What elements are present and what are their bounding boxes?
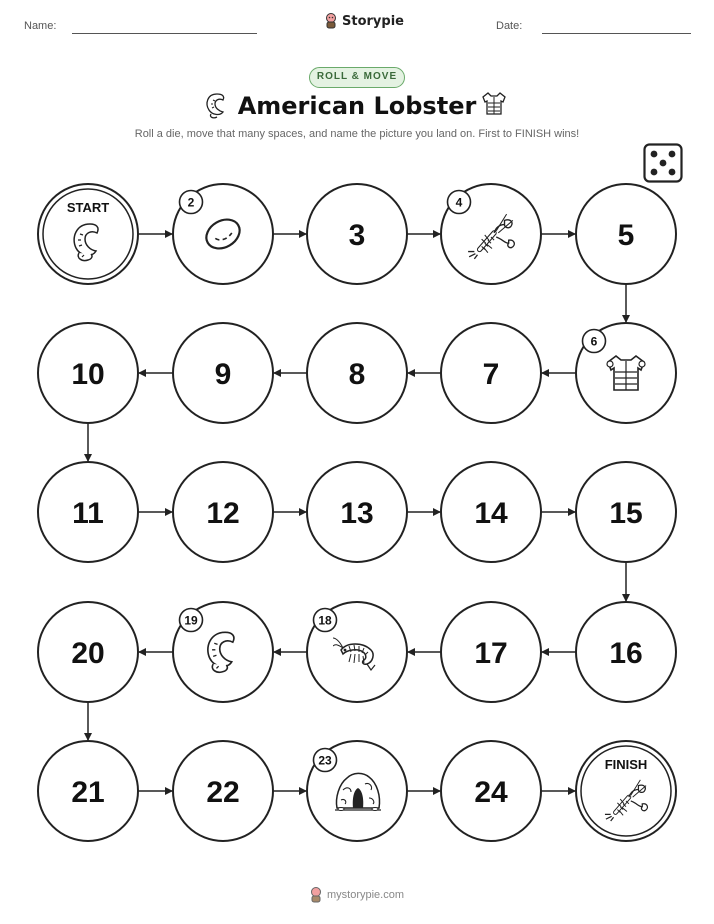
space-number: 22	[206, 776, 240, 809]
board-space-17[interactable]	[441, 602, 541, 702]
space-number: 11	[72, 497, 104, 530]
space-number: 5	[617, 219, 635, 252]
board-space-4[interactable]	[441, 184, 541, 284]
space-number: 15	[609, 497, 643, 530]
footer-url: mystorypie.com	[327, 889, 405, 901]
footer	[309, 887, 404, 903]
finish-label: FINISH	[604, 757, 648, 772]
space-number: 19	[184, 613, 198, 628]
space-number: 3	[348, 219, 366, 252]
space-number: 17	[474, 637, 508, 670]
space-number: 18	[318, 613, 332, 628]
board-space-5[interactable]	[576, 184, 676, 284]
space-number: 21	[71, 776, 105, 809]
board-space-11[interactable]	[38, 462, 138, 562]
space-number: 24	[474, 776, 508, 809]
page-title: American Lobster	[237, 92, 477, 120]
board-space-16[interactable]	[576, 602, 676, 702]
board-space-14[interactable]	[441, 462, 541, 562]
board-space-2[interactable]	[173, 184, 273, 284]
space-number: 9	[214, 358, 232, 391]
space-number: 16	[609, 637, 643, 670]
brand-name: Storypie	[342, 13, 404, 29]
name-label: Name:	[24, 20, 57, 32]
start-space[interactable]	[38, 184, 138, 284]
finish-space[interactable]	[576, 741, 676, 841]
space-number: 4	[455, 195, 463, 210]
space-number: 2	[187, 195, 195, 210]
board-space-24[interactable]	[441, 741, 541, 841]
board-space-7[interactable]	[441, 323, 541, 423]
space-number: 12	[206, 497, 240, 530]
board-space-8[interactable]	[307, 323, 407, 423]
instructions: Roll a die, move that many spaces, and name the picture you land on. First to FINISH wins!	[134, 128, 580, 140]
space-number: 7	[482, 358, 500, 391]
storypie-mascot-icon	[309, 887, 323, 903]
board-space-13[interactable]	[307, 462, 407, 562]
board-space-19[interactable]	[173, 602, 273, 702]
space-number: 20	[71, 637, 105, 670]
board-space-12[interactable]	[173, 462, 273, 562]
space-number: 6	[590, 334, 598, 349]
board-space-9[interactable]	[173, 323, 273, 423]
start-label: START	[66, 200, 110, 215]
board-space-10[interactable]	[38, 323, 138, 423]
board-space-18[interactable]	[307, 602, 407, 702]
activity-badge: ROLL & MOVE	[309, 67, 405, 88]
space-number: 10	[71, 358, 105, 391]
board-space-20[interactable]	[38, 602, 138, 702]
board-space-22[interactable]	[173, 741, 273, 841]
space-number: 8	[348, 358, 366, 391]
board-space-21[interactable]	[38, 741, 138, 841]
space-number: 23	[318, 753, 332, 768]
space-number: 14	[474, 497, 508, 530]
board-space-15[interactable]	[576, 462, 676, 562]
board-space-3[interactable]	[307, 184, 407, 284]
space-number: 13	[340, 497, 374, 530]
date-label: Date:	[496, 20, 523, 32]
board-space-6[interactable]	[576, 323, 676, 423]
board-space-23[interactable]	[307, 741, 407, 841]
